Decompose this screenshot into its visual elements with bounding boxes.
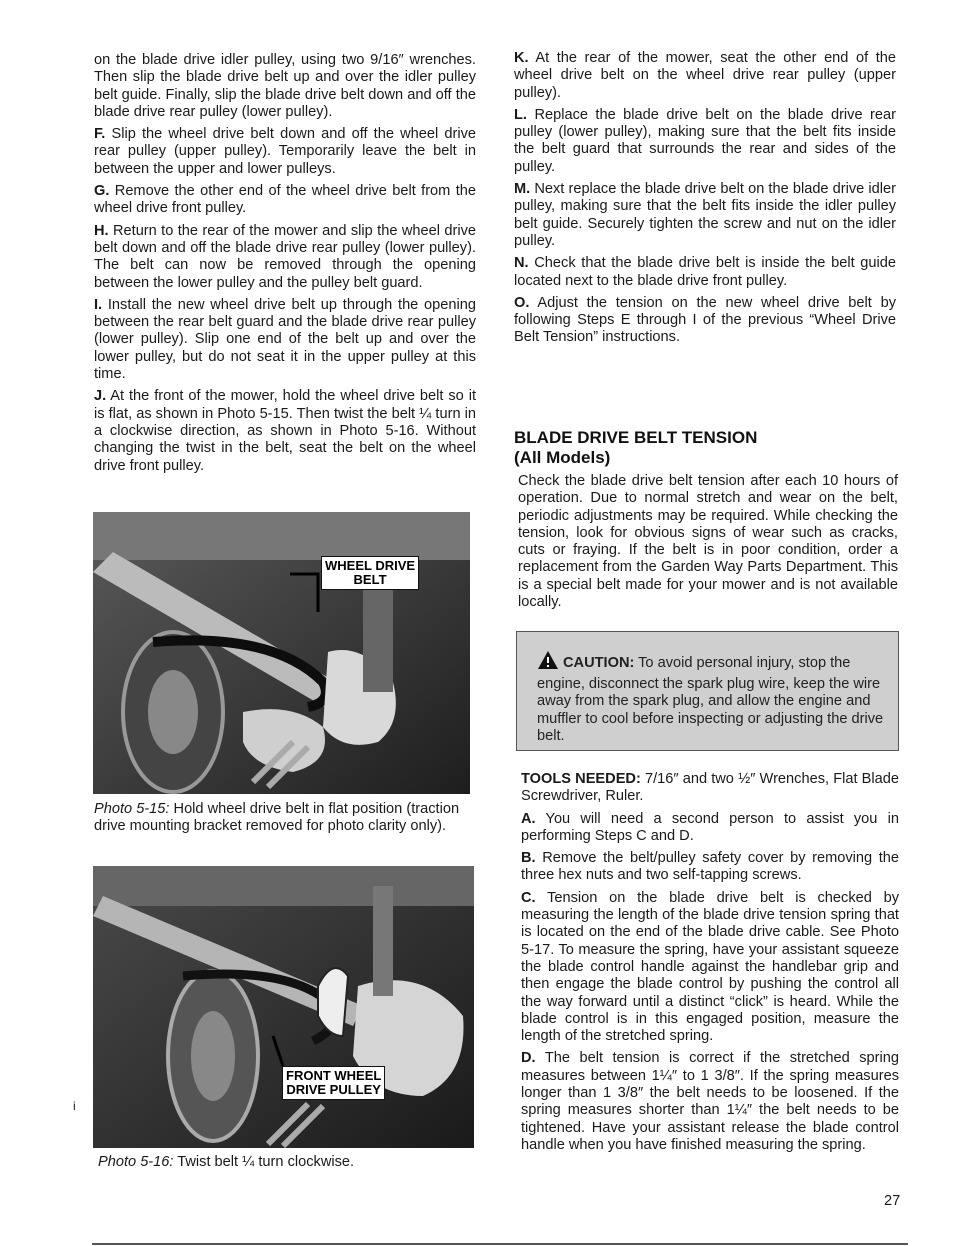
page-number: 27 [884,1193,901,1209]
step-letter: F. [94,126,106,143]
caption-photo-5-15 [94,801,476,836]
photo-label-wheel-drive-belt [321,556,419,590]
right-column-top [514,50,896,352]
step-h [94,223,476,292]
photo-5-16-image [93,866,474,1148]
step-letter: N. [514,255,529,272]
warning-triangle-icon [537,650,559,676]
step-letter: G. [94,183,110,200]
caption-text: Twist belt ¼ turn clockwise. [177,1154,355,1170]
step-text: Next replace the blade drive belt on the blade drive idler pulley, making sure that the belt fits inside the idler pulley belt guide. Securely tighten the screw and nut on the idler pulley. [514,181,896,249]
step-text: Return to the rear of the mower and slip the wheel drive belt down and off the blade drive rear pulley (lower pulley). The belt can now be removed through the opening between the lower pulley and the pulley belt guard. [94,222,476,291]
photo-5-15-image [93,512,470,794]
step-j [94,388,476,474]
caution-content [537,650,887,746]
step-text: Adjust the tension on the new wheel drive belt by following Steps E through I of the previous “Wheel Drive Belt Tension” instructions. [514,294,896,346]
step-letter: K. [514,50,529,66]
caption-photo-5-16 [98,1154,478,1171]
step-letter: I. [94,296,103,313]
step-g [94,183,476,218]
step-n [514,255,896,290]
step-text: The belt tension is correct if the stretched spring measures between 1¼″ to 1 3/8″. If the spring measures longer than 1 3/8″ the belt needs to be loosened. If the spring measures shorter than 1¼″ the belt needs to be tightened. Have your assistant release the blade control handle when you have finished measuring the spring. [521,1050,899,1153]
step-letter: D. [521,1050,536,1067]
step-f [94,126,476,178]
caution-box [516,631,899,751]
left-column [94,52,476,480]
step-letter: L. [514,106,527,123]
step-k [514,50,896,102]
step-a [521,811,899,846]
step-letter: H. [94,222,109,239]
step-letter: A. [521,810,536,827]
step-text: Remove the other end of the wheel drive belt from the wheel drive front pulley. [94,183,476,217]
photo-label-front-wheel-drive-pulley [282,1066,385,1100]
tools-label: TOOLS NEEDED: [521,771,641,787]
right-column-bottom [521,771,899,1159]
caption-text: Hold wheel drive belt in flat position (traction drive mounting bracket removed for photo clarity only). [94,801,460,835]
step-i [94,297,476,383]
paragraph-tension-intro: Check the blade drive belt tension after each 10 hours of operation. Due to normal stretch and wear on the belt, periodic adjustments may be required. While checking the tension, look for obvious signs of wear such as cracks, cuts or fraying. If the belt is in poor condition, order a replacement from the Garden Way Parts Department. This is a special belt made for your mower and is not available locally. [518,473,898,611]
label-line1: WHEEL DRIVE [325,558,416,573]
caution-label: CAUTION: [563,655,635,671]
caption-id: Photo 5-16: [98,1154,174,1170]
step-text: At the rear of the mower, seat the other end of the wheel drive belt on the wheel drive rear pulley (upper pulley). [514,50,896,101]
step-b [521,850,899,885]
label-line2: BELT [353,572,387,587]
label-line2: DRIVE PULLEY [286,1082,381,1097]
step-text: Check that the blade drive belt is inside the belt guide located next to the blade drive front pulley. [514,255,896,289]
step-letter: B. [521,850,536,867]
caution-text: To avoid personal injury, stop the engine, disconnect the spark plug wire, keep the wire away from the spark plug, and allow the engine and muffler to cool before inspecting or adjusting the drive belt. [537,655,884,744]
step-letter: C. [521,889,536,906]
step-letter: O. [514,294,530,311]
photo-5-15 [93,512,470,794]
step-text: You will need a second person to assist you in performing Steps C and D. [521,810,899,844]
label-line1: FRONT WHEEL [286,1068,382,1083]
step-c [521,890,899,1046]
caption-id: Photo 5-15: [94,801,170,817]
stray-mark: i [73,1099,76,1113]
paragraph-intro: on the blade drive idler pulley, using two 9/16″ wrenches. Then slip the blade drive belt up and over the idler pulley belt guide. Finally, slip the blade drive belt down and off the blade drive rear pulley (lower pulley). [94,52,476,120]
photo-5-16 [93,866,474,1148]
step-text: Install the new wheel drive belt up through the opening between the rear belt guard and the blade drive rear pulley (lower pulley). Slip one end of the belt up and over the lower pulley, but do not seat it in the upper pulley at this time. [94,296,476,383]
step-m [514,181,896,250]
tools-needed [521,771,899,806]
step-text: Slip the wheel drive belt down and off the wheel drive rear pulley (upper pulley). Temporarily leave the belt in between the upper and lower pulleys. [94,126,476,177]
step-o [514,295,896,347]
step-text: Replace the blade drive belt on the blade drive rear pulley (lower pulley), making sure that the belt fits inside the belt guard that surrounds the rear and sides of the pulley. [514,106,896,175]
step-letter: M. [514,181,531,198]
step-text: Remove the belt/pulley safety cover by removing the three hex nuts and two self-tapping screws. [521,850,899,884]
bottom-rule [92,1243,908,1245]
step-l [514,107,896,176]
step-letter: J. [94,388,107,405]
section-heading [514,428,894,468]
tools-text: 7/16″ and two ½″ Wrenches, Flat Blade Screwdriver, Ruler. [521,771,899,805]
step-text: At the front of the mower, hold the wheel drive belt so it is flat, as shown in Photo 5-15. Then twist the belt ¼ turn in a clockwise direction, as shown in Photo 5-16. Without changing the twist in the belt, seat the belt on the wheel drive front pulley. [94,388,477,474]
section-intro [518,473,898,616]
section-subtitle: (All Models) [514,448,611,467]
step-text: Tension on the blade drive belt is checked by measuring the length of the blade drive tension spring that is located on the end of the blade drive cable. See Photo 5-17. To measure the spring, have your assistant squeeze the blade control handle against the handlebar grip and then engage the blade control by pushing the control all the way forward until a distinct “click” is heard. While the blade control is in this engaged position, measure the length of the stretched spring. [521,889,899,1045]
section-title: BLADE DRIVE BELT TENSION [514,428,758,447]
step-d [521,1050,899,1154]
